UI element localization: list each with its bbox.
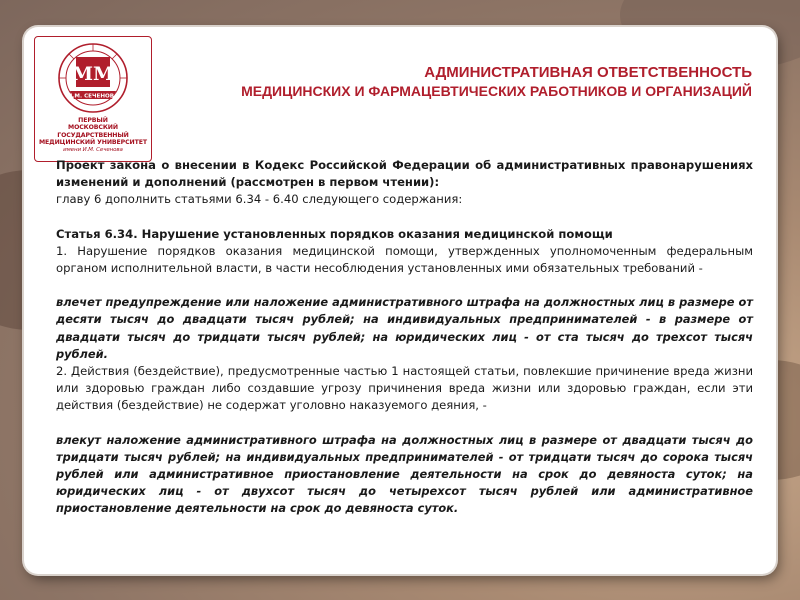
penalty-2: влекут наложение административного штрафа на должностных лиц в размере от двадцати тысяч до тридцати тысяч рублей; на индивидуальных предпринимателей - от тридцати тысяч до сорока тысяч рублей или административное приостановление деятельности на срок до девяноста суток; на юридических лиц - от двухсот тысяч до четырехсот тысяч рублей или административное приостановление деятельности на срок до девяноста суток. <box>56 432 753 516</box>
spacer <box>56 415 753 432</box>
logo-caption <box>37 117 149 154</box>
document-body <box>56 157 753 518</box>
logo-caption-line: имени И.М. Сеченова <box>63 146 123 153</box>
intro-paragraph: Проект закона о внесении в Кодекс Российской Федерации об административных правонарушениях изменений и дополнений (рассмотрен в первом чтении): <box>56 158 753 190</box>
title-line: АДМИНИСТРАТИВНАЯ ОТВЕТСТВЕННОСТЬ <box>424 64 752 81</box>
university-emblem-icon <box>56 41 130 115</box>
svg-text:ММ: ММ <box>71 63 115 85</box>
spacer <box>56 277 753 294</box>
svg-text:И.М. СЕЧЕНОВА: И.М. СЕЧЕНОВА <box>67 93 119 100</box>
page-title <box>152 63 752 101</box>
clause-2: 2. Действия (бездействие), предусмотренные частью 1 настоящей статьи, повлекшие причинение вреда жизни или здоровью граждан либо создавшие угрозу причинения вреда жизни или здоровью граждан, если эти действия (бездействие) не содержат уголовно наказуемого деяния, - <box>56 364 753 413</box>
logo-caption-line: МОСКОВСКИЙ ГОСУДАРСТВЕННЫЙ <box>57 124 129 139</box>
intro-instruction: главу 6 дополнить статьями 6.34 - 6.40 следующего содержания: <box>56 192 463 207</box>
logo-caption-line: МЕДИЦИНСКИЙ УНИВЕРСИТЕТ <box>39 139 147 147</box>
title-line: МЕДИЦИНСКИХ И ФАРМАЦЕВТИЧЕСКИХ РАБОТНИКОВ И ОРГАНИЗАЦИЙ <box>241 83 752 99</box>
spacer <box>56 209 753 226</box>
university-logo <box>34 36 152 162</box>
content-card <box>24 27 776 574</box>
penalty-1: влечет предупреждение или наложение административного штрафа на должностных лиц в размере от десяти тысяч до двадцати тысяч рублей; на индивидуальных предпринимателей - в размере от двадцати тысяч до тридцати тысяч рублей; на юридических лиц - от ста тысяч до трехсот тысяч рублей. <box>56 295 753 361</box>
clause-1: 1. Нарушение порядков оказания медицинской помощи, утвержденных уполномоченным федеральным органом исполнительной власти, в части несоблюдения установленных ими обязательных требований - <box>56 243 753 276</box>
logo-caption-line: ПЕРВЫЙ <box>78 117 108 124</box>
article-heading: Статья 6.34. Нарушение установленных порядков оказания медицинской помощи <box>56 226 613 241</box>
